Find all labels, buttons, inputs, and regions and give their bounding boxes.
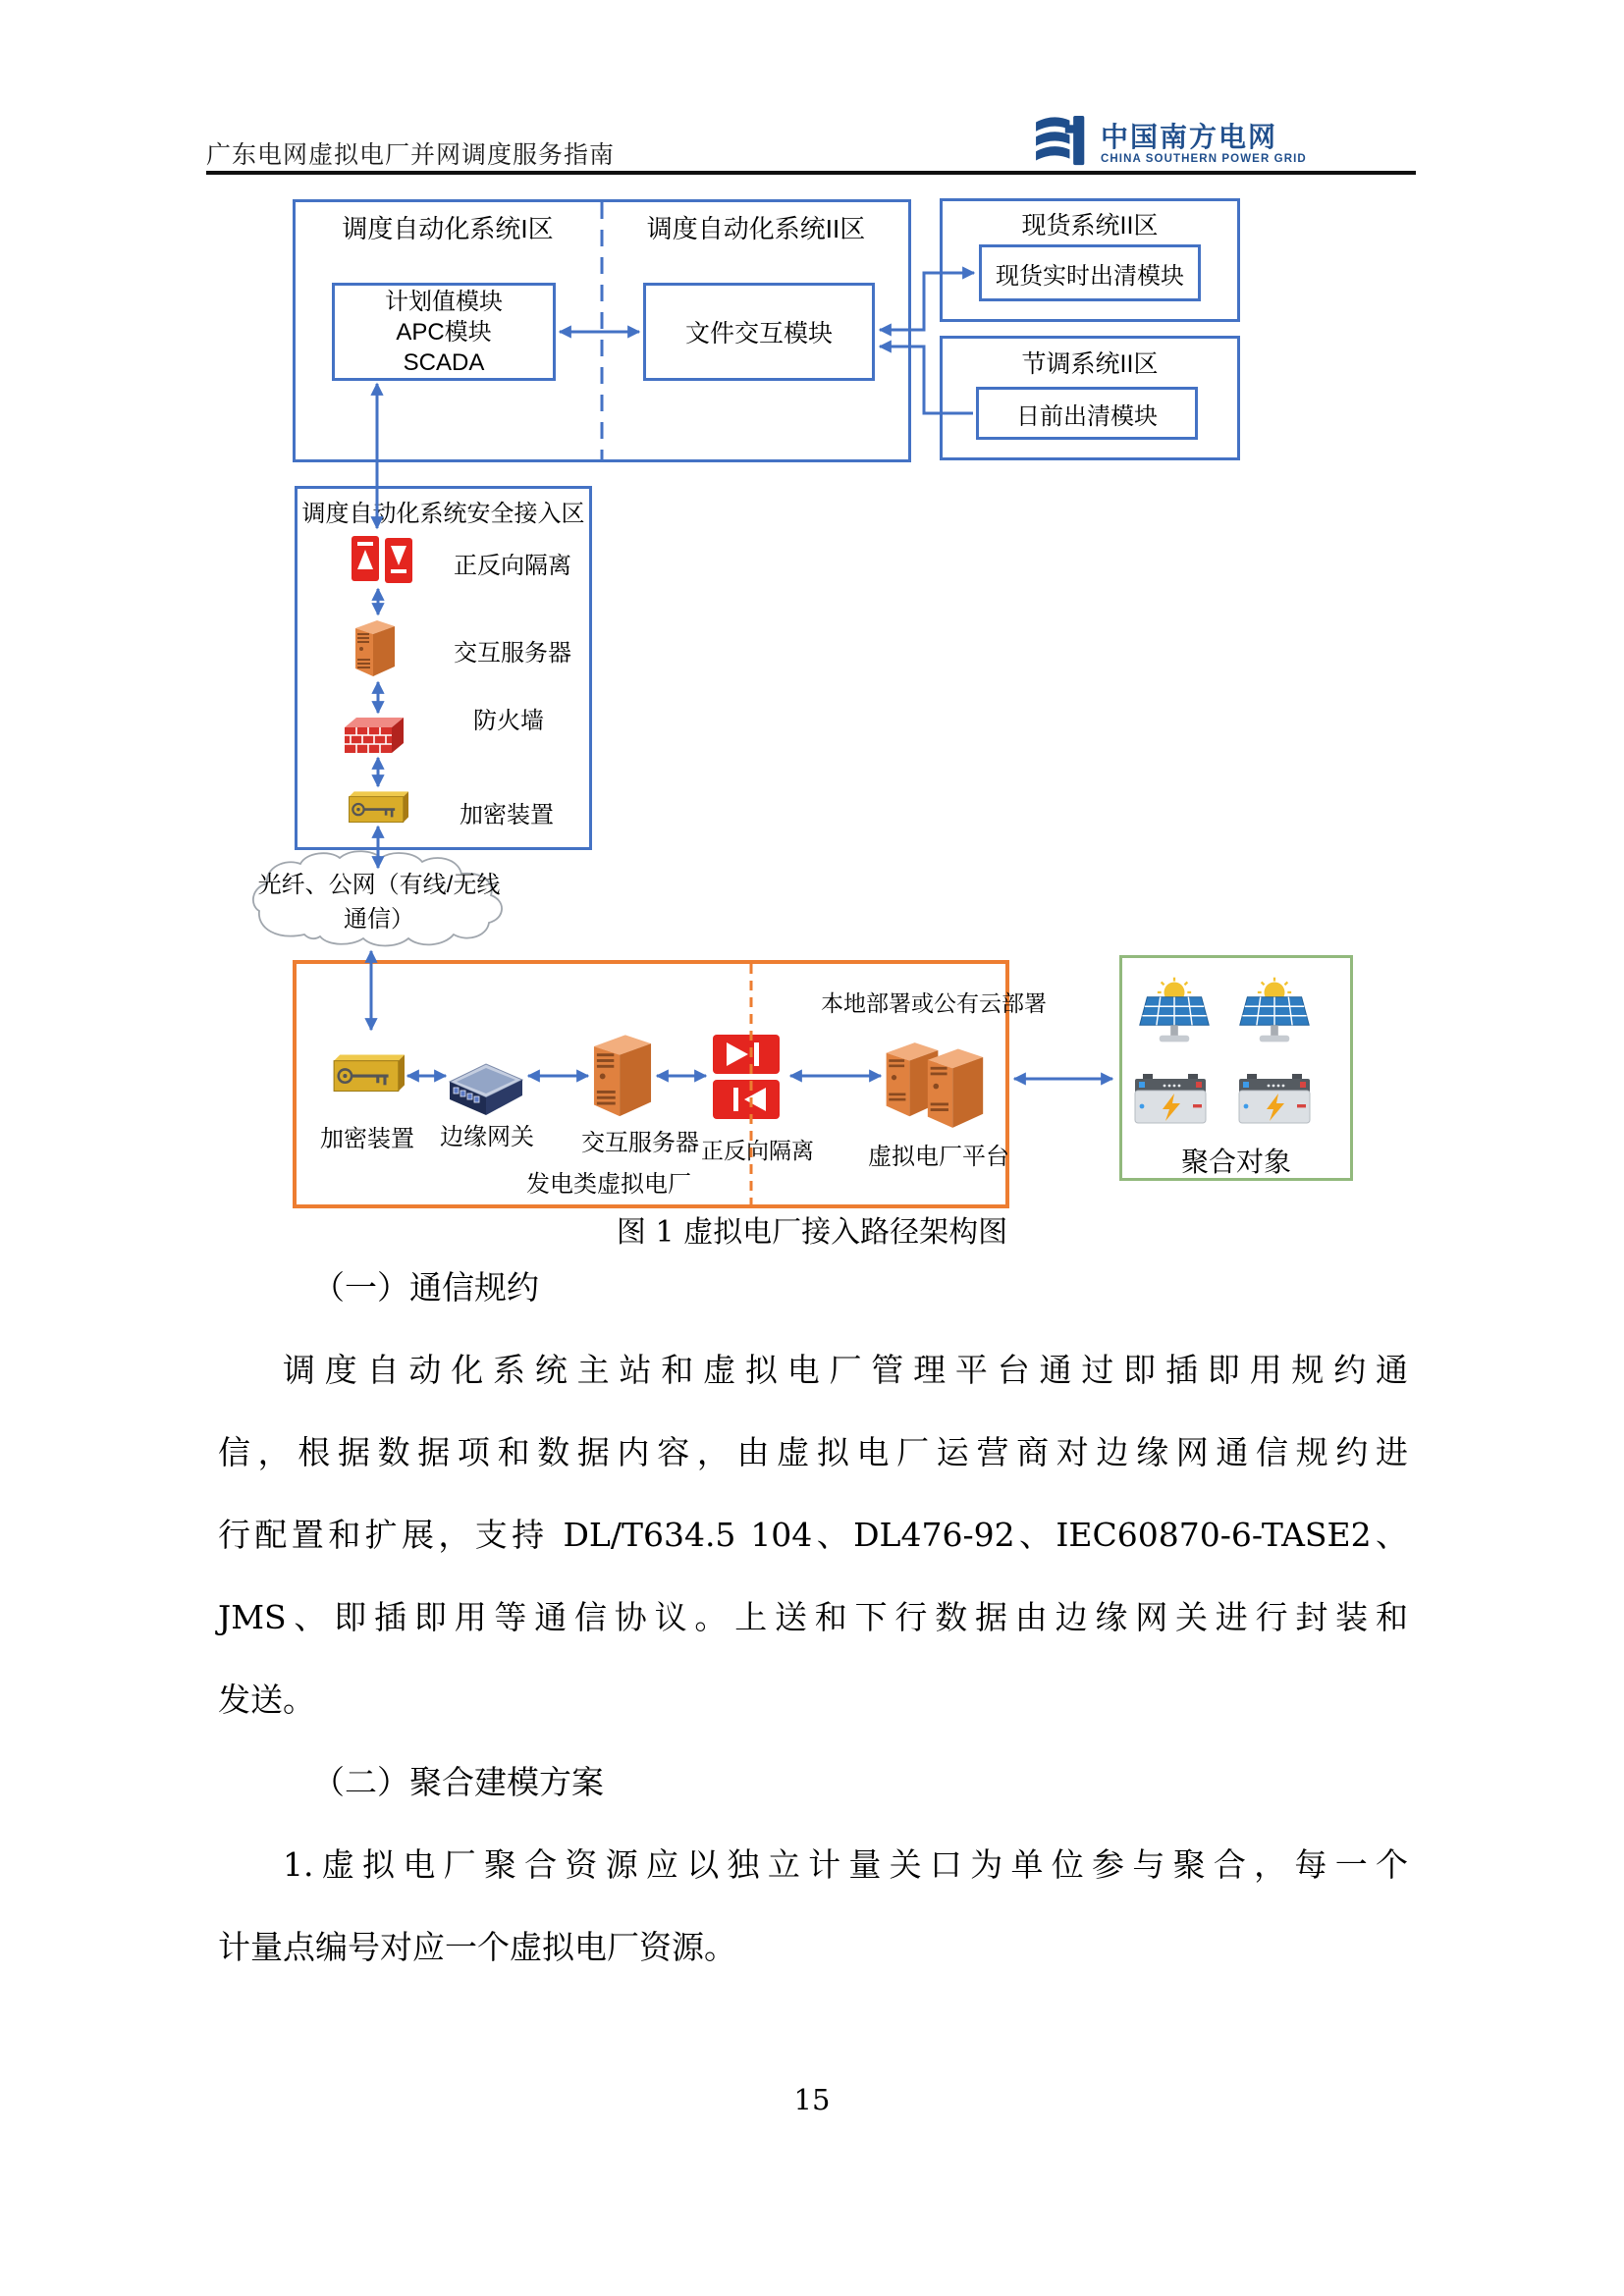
plan-module-line1: 计划值模块 [385, 288, 503, 315]
vpp-platform-icon-front [925, 1044, 986, 1136]
zone2-label: 调度自动化系统II区 [646, 214, 866, 243]
doc-header-title: 广东电网虚拟电厂并网调度服务指南 [206, 142, 616, 169]
spot-system-label: 现货系统II区 [1021, 212, 1159, 240]
solar-panel-icon-1 [1135, 975, 1214, 1052]
deploy-mode-label: 本地部署或公有云部署 [821, 990, 1047, 1016]
vpp-crypto-label: 加密装置 [320, 1126, 414, 1152]
zone1-label: 调度自动化系统I区 [342, 214, 554, 243]
vpp-platform-label: 虚拟电厂平台 [868, 1144, 1009, 1170]
vpp-crypto-device-icon [330, 1052, 405, 1098]
paragraph1-line5: 发送。 [218, 1681, 315, 1719]
csg-logo-en-text: CHINA SOUTHERN POWER GRID [1101, 152, 1307, 165]
firewall-icon [343, 716, 406, 760]
secure-firewall-label: 防火墙 [473, 708, 544, 734]
aggregation-label: 聚合对象 [1180, 1147, 1291, 1177]
gen-vpp-label: 发电类虚拟电厂 [526, 1171, 691, 1198]
battery-icon-1 [1131, 1072, 1210, 1136]
edge-gateway-icon [448, 1058, 524, 1122]
spot-clearing-module-label: 现货实时出清模块 [996, 262, 1184, 290]
vpp-isolation-icon [709, 1033, 784, 1128]
paragraph1-line3: 行配置和扩展，支持 DL/T634.5 104、DL476-92、IEC60870-6-TASE2、 [218, 1516, 1408, 1554]
secure-server-label: 交互服务器 [454, 640, 571, 667]
file-exchange-module-label: 文件交互模块 [684, 320, 833, 347]
network-cloud-label [253, 868, 505, 936]
paragraph2-line1: 1.虚拟电厂聚合资源应以独立计量关口为单位参与聚合，每一个 [283, 1845, 1408, 1884]
dayahead-system-label: 节调系统II区 [1021, 350, 1159, 378]
section-heading-1: （一）通信规约 [312, 1268, 539, 1307]
network-cloud-line1: 光纤、公网（有线/无线 [257, 872, 501, 898]
csg-logo-cn-text: 中国南方电网 [1101, 121, 1278, 152]
secure-isolation-label: 正反向隔离 [454, 553, 571, 579]
interaction-server-icon [352, 617, 398, 683]
plan-module-box [332, 283, 556, 381]
vpp-isolation-label: 正反向隔离 [701, 1138, 814, 1163]
paragraph1-line4: JMS、即插即用等通信协议。上送和下行数据由边缘网关进行封装和 [218, 1598, 1408, 1636]
solar-panel-icon-2 [1235, 975, 1314, 1052]
edge-gateway-label: 边缘网关 [440, 1124, 534, 1150]
csg-logo-icon [1034, 116, 1091, 172]
paragraph2-line2: 计量点编号对应一个虚拟电厂资源。 [218, 1928, 736, 1966]
csg-logo [1034, 116, 1307, 172]
dayahead-clearing-module-label: 日前出清模块 [1016, 402, 1158, 430]
plan-module-line2: APC模块 [396, 318, 492, 346]
secure-access-zone-label: 调度自动化系统安全接入区 [301, 501, 585, 527]
page-number: 15 [793, 2083, 831, 2116]
header-divider [206, 171, 1416, 175]
battery-icon-2 [1235, 1072, 1314, 1136]
paragraph1-line2: 信，根据数据项和数据内容，由虚拟电厂运营商对边缘网通信规约进 [218, 1433, 1408, 1471]
file-exchange-module-box [643, 283, 875, 381]
isolation-device-icon [350, 532, 414, 590]
figure-caption: 图 1 虚拟电厂接入路径架构图 [616, 1215, 1008, 1250]
plan-module-line3: SCADA [403, 348, 485, 376]
secure-crypto-label: 加密装置 [460, 802, 554, 828]
body-text [218, 1247, 1408, 1989]
vpp-server-label: 交互服务器 [581, 1130, 699, 1156]
network-cloud-line2: 通信） [344, 906, 414, 933]
paragraph1-line1: 调度自动化系统主站和虚拟电厂管理平台通过即插即用规约通 [283, 1351, 1408, 1389]
dayahead-clearing-module-box [976, 387, 1198, 440]
spot-clearing-module-box [979, 244, 1201, 301]
crypto-device-icon [346, 789, 408, 829]
section-heading-2: （二）聚合建模方案 [312, 1763, 604, 1801]
vpp-server-icon [591, 1031, 654, 1124]
